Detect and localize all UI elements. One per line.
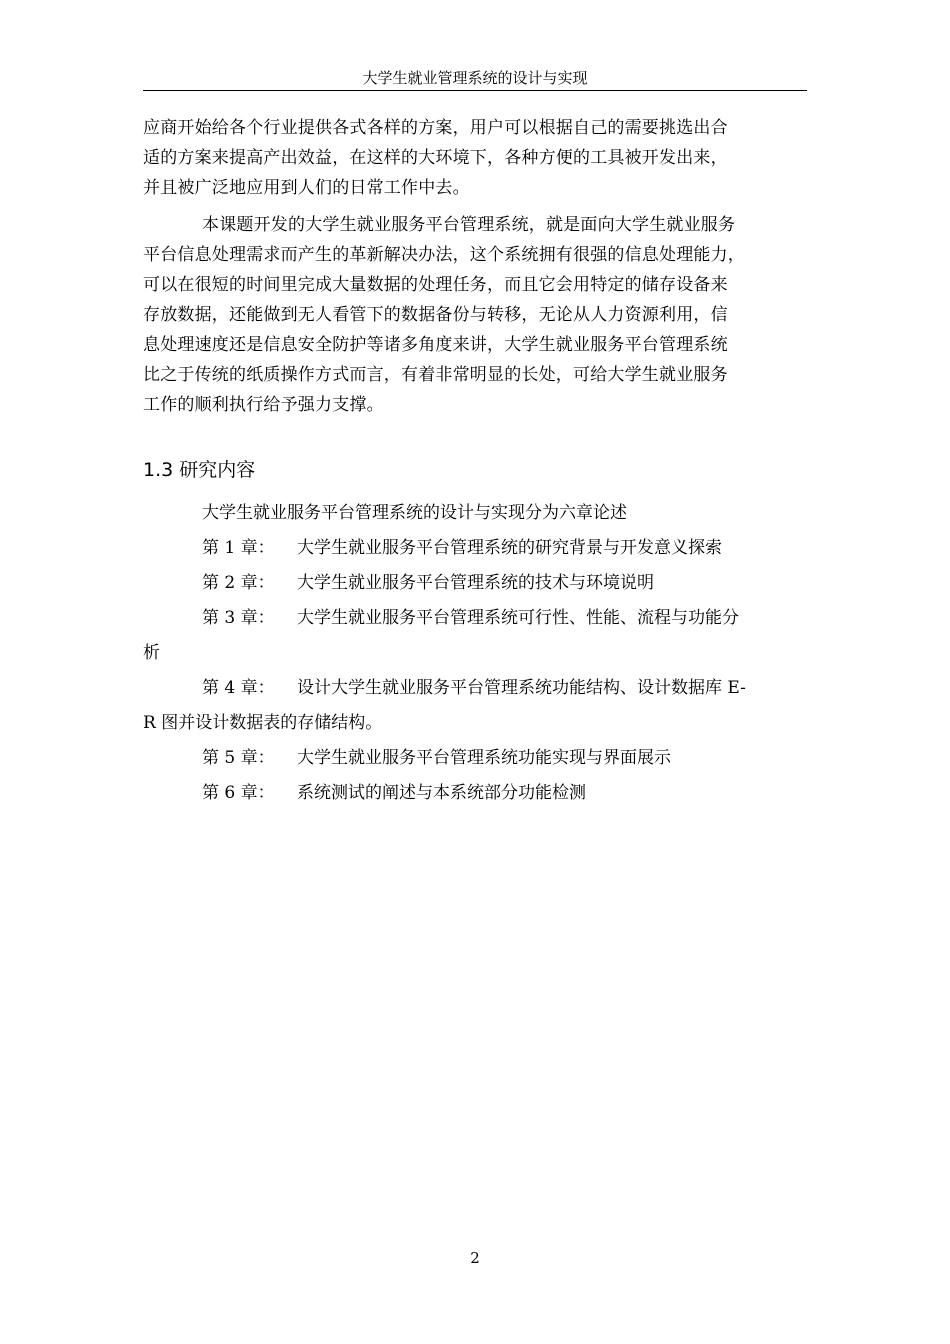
chapter-item [143, 566, 815, 601]
chapter-text: 设计大学生就业服务平台管理系统功能结构、设计数据库 E- [297, 678, 746, 698]
intro-paragraph [143, 113, 815, 203]
chapter-label: 第 3 章： [202, 608, 275, 628]
chapter-continuation: 析 [143, 643, 160, 663]
chapter-list [143, 496, 815, 811]
paragraph-line: 并且被广泛地应用到人们的日常工作中去。 [143, 178, 470, 198]
chapter-label: 第 5 章： [202, 748, 275, 768]
chapter-text: 大学生就业服务平台管理系统可行性、性能、流程与功能分 [297, 608, 739, 628]
header-title: 大学生就业管理系统的设计与实现 [362, 69, 588, 87]
chapter-text: 大学生就业服务平台管理系统功能实现与界面展示 [297, 748, 671, 768]
paragraph-line: 适的方案来提高产出效益，在这样的大环境下，各种方便的工具被开发出来， [143, 148, 728, 168]
paragraph-line: 存放数据，还能做到无人看管下的数据备份与转移，无论从人力资源利用，信 [143, 305, 728, 325]
paragraph-line: 平台信息处理需求而产生的革新解决办法，这个系统拥有很强的信息处理能力， [143, 245, 745, 265]
section-heading: 1.3 研究内容 [143, 459, 256, 481]
chapter-text: 系统测试的阐述与本系统部分功能检测 [297, 783, 586, 803]
paragraph-line: 比之于传统的纸质操作方式而言，有着非常明显的长处，可给大学生就业服务 [143, 365, 728, 385]
chapter-item [143, 531, 815, 566]
chapter-label: 第 2 章： [202, 573, 275, 593]
paragraph-line: 应商开始给各个行业提供各式各样的方案，用户可以根据自己的需要挑选出合 [143, 118, 728, 138]
chapter-item [143, 601, 815, 636]
chapter-text: 大学生就业服务平台管理系统的技术与环境说明 [297, 573, 654, 593]
paragraph-line: 可以在很短的时间里完成大量数据的处理任务，而且它会用特定的储存设备来 [143, 275, 728, 295]
second-paragraph [143, 210, 815, 420]
chapter-item [143, 741, 815, 776]
chapter-item [143, 776, 815, 811]
chapter-label: 第 6 章： [202, 783, 275, 803]
chapter-label: 第 1 章： [202, 538, 275, 558]
chapter-text: 大学生就业服务平台管理系统的研究背景与开发意义探索 [297, 538, 722, 558]
chapter-continuation: R 图并设计数据表的存储结构。 [143, 713, 383, 733]
page-number: 2 [470, 1249, 480, 1267]
paragraph-line: 息处理速度还是信息安全防护等诸多角度来讲，大学生就业服务平台管理系统 [143, 335, 728, 355]
page-header [143, 68, 807, 91]
chapter-label: 第 4 章： [202, 678, 275, 698]
section-intro: 大学生就业服务平台管理系统的设计与实现分为六章论述 [202, 503, 627, 523]
paragraph-line: 工作的顺利执行给予强力支撑。 [143, 395, 384, 415]
chapter-item [143, 671, 815, 706]
paragraph-line: 本课题开发的大学生就业服务平台管理系统，就是面向大学生就业服务 [202, 215, 736, 235]
